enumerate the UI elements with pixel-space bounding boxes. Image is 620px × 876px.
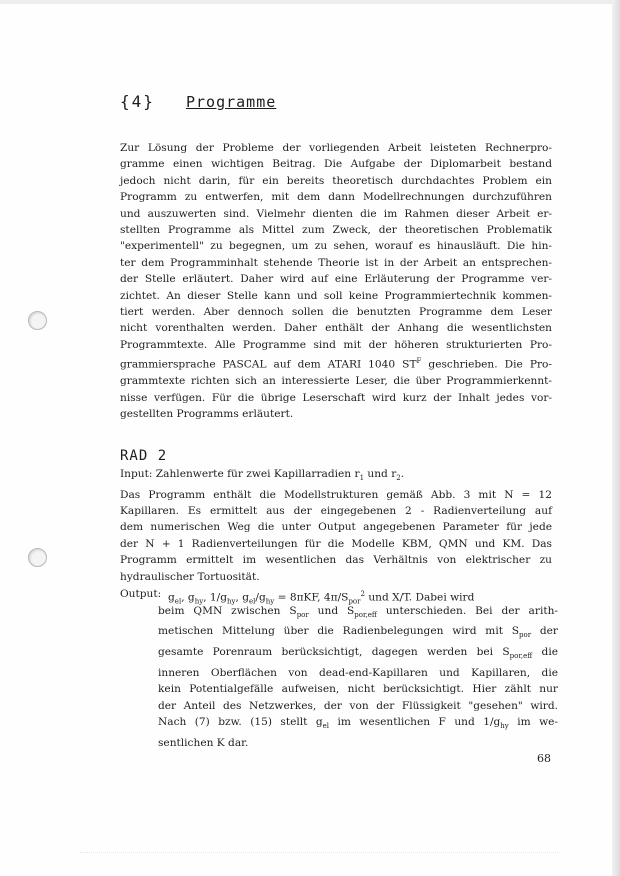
text-line: Nach (7) bzw. (15) stellt $g_{el}$ im wesentlichen F und $1/g_{hy}$ im we- [158,716,559,731]
text-line: Programmtexte. Alle Programme sind mit der höheren strukturierten Pro- [120,338,552,351]
text-line: zichtet. An dieser Stelle kann und soll keine Programmiertechnik kommen- [120,289,552,302]
text-line: der Stelle erläutert. Daher wird auf eine Erläuterung der Programme ver- [120,273,552,286]
output-body [158,603,558,752]
text-line: ter dem Programminhalt stehende Theorie ist in der Arbeit an entsprechen- [120,256,552,269]
section-title: Programme [186,93,277,111]
punch-hole-icon [28,311,47,330]
text-line: Das Programm enthält die Modellstrukturen gemäß Abb. 3 mit N = 12 [120,488,552,501]
text-line: nicht vorenthalten werden. Daher enthält der Anhang die wesentlichsten [120,322,552,335]
text-line: Programm zu entwerfen, mit dem dann Modellrechnungen durchzuführen [120,191,552,204]
text-line: Programm ermittelt im wesentlichen das Verhältnis von elektrischer zu [120,554,552,567]
section-heading [120,92,276,111]
section-number: {4} [120,92,155,111]
text-line: hydraulischer Tortuosität. [120,570,260,583]
text-line: metischen Mittelung über die Radienbelegungen wird mit $S_{por}$ der [158,625,558,640]
text-line: beim QMN zwischen $S_{por}$ und $S_{por,eff}$ unterschieden. Bei der arith- [158,604,558,619]
scan-edge-top [0,0,620,4]
text-line: stellten Programme als Mittel zum Zweck, der theoretischen Problematik [120,224,552,237]
text-line: kein Potentialgefälle aufweisen, nicht berücksichtigt. Hier zählt nur [158,683,558,696]
output-formula-line: $g_{el}$, $g_{hy}$, $1/g_{hy}$, $g_{el}/g_{hy} = 8\pi KF$, $4\pi/S_{por}^2$ und X/T. Dabei wird [168,590,475,606]
text-line: grammiersprache PASCAL auf dem ATARI 1040 $ST^F$ geschrieben. Die Pro- [120,357,553,371]
text-line: der Anteil des Netzwerkes, der von der Flüssigkeit "gesehen" wird. [158,699,558,712]
punch-hole-icon [28,548,47,567]
scan-edge-right [612,0,620,876]
text-line: der N + 1 Radienverteilungen für die Modelle KBM, QMN und KM. Das [120,537,552,550]
output-label: Output: [120,588,162,600]
text-line: "experimentell" zu begegnen, um zu sehen, worauf es hinausläuft. Die hin- [120,240,552,253]
text-line: Input: Zahlenwerte für zwei Kapillarradien $r_1$ und $r_2$. [120,468,405,483]
text-line: inneren Oberflächen von dead-end-Kapillaren und Kapillaren, die [158,666,558,679]
text-line: und auszuwerten sind. Vielmehr dienten die im Rahmen dieser Arbeit er- [120,207,552,220]
text-line: Kapillaren. Es ermittelt aus der eingegebenen 2 - Radienverteilung auf [120,504,552,517]
page-number: 68 [537,752,551,765]
text-line: tiert werden. Aber dennoch sollen die benutzten Programme dem Leser [120,306,552,319]
text-line: gesamte Porenraum berücksichtigt, dagegen werden bei $S_{por,eff}$ die [158,646,558,661]
text-line: grammtexte richten sich an interessierte Leser, die über Programmierkennt- [120,375,552,388]
program-name: RAD 2 [120,448,168,464]
program-input-paragraph [120,466,552,585]
text-line: nisse verfügen. Für die übrige Leserschaft wird kurz der Inhalt jedes vor- [120,391,552,404]
text-line: jedoch nicht darin, für ein bereits theoretisch durchdachtes Problem ein [120,174,552,187]
text-line: sentlichen K dar. [158,737,249,750]
intro-paragraph [120,140,552,422]
text-line: Zur Lösung der Probleme der vorliegenden Arbeit leisteten Rechnerpro- [120,142,552,154]
superscript: F [416,357,422,366]
text-line: dem numerischen Weg die unter Output angegebenen Parameter für jede [120,521,552,534]
text-line: gestellten Programms erläutert. [120,408,294,421]
scan-artifact [80,852,560,854]
text-line: gramme einen wichtigen Beitrag. Die Aufgabe der Diplomarbeit bestand [120,158,552,171]
